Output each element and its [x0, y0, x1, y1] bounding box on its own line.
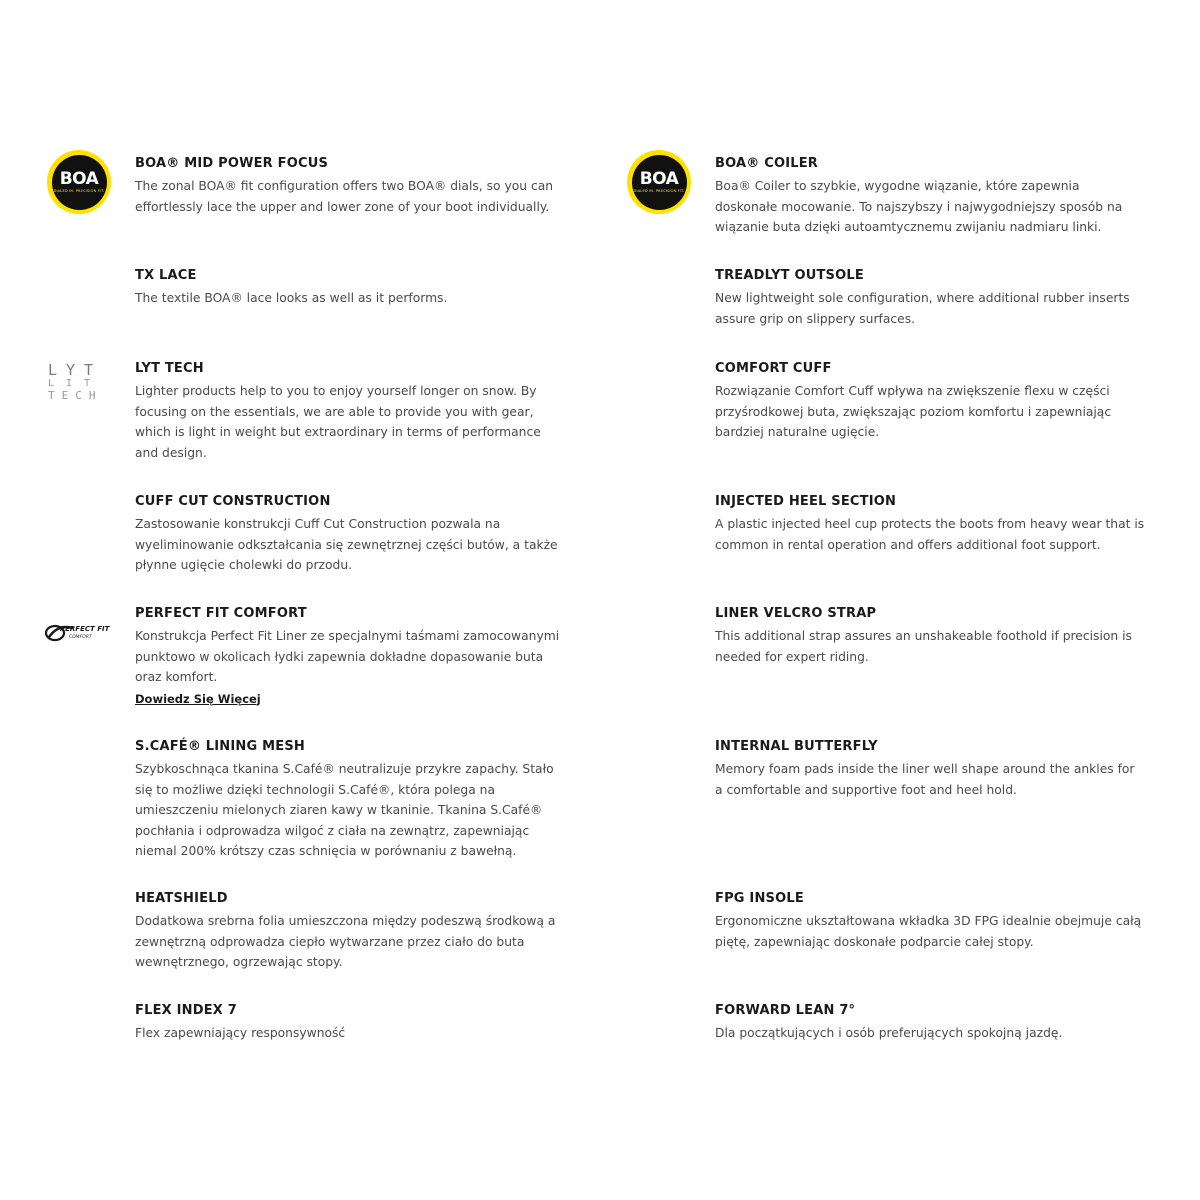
feature-description: Memory foam pads inside the liner well shape around the ankles for a comfortable and supportive foot and heel hold. — [715, 762, 1135, 797]
feature-title: LINER VELCRO STRAP — [715, 606, 877, 621]
feature-treadlyt-outsole — [715, 267, 1145, 329]
feature-title: COMFORT CUFF — [715, 361, 832, 376]
feature-forward-lean — [715, 1002, 1145, 1044]
feature-description: The zonal BOA® fit configuration offers two BOA® dials, so you can effortlessly lace the upper and lower zone of your boot individually. — [135, 179, 554, 214]
lyt-logo-line3: TECH — [48, 389, 103, 402]
feature-title: FORWARD LEAN 7° — [715, 1003, 856, 1018]
feature-flex-index — [135, 1002, 565, 1044]
feature-cuff-cut-construction — [135, 493, 565, 576]
feature-title: FPG INSOLE — [715, 891, 804, 906]
feature-title: PERFECT FIT COMFORT — [135, 606, 307, 621]
boa-logo-tagline: DIALED IN. PRECISION FIT. — [633, 189, 685, 194]
feature-title: CUFF CUT CONSTRUCTION — [135, 494, 331, 509]
feature-description: Rozwiązanie Comfort Cuff wpływa na zwiększenie flexu w części przyśrodkowej buta, zwiększając poziom komfortu i zapewniając bardziej naturalne ugięcie. — [715, 384, 1112, 439]
feature-title: INJECTED HEEL SECTION — [715, 494, 897, 509]
feature-title: HEATSHIELD — [135, 891, 228, 906]
feature-tx-lace — [135, 267, 565, 309]
perfect-fit-logo — [45, 622, 115, 648]
feature-title: S.CAFÉ® LINING MESH — [135, 739, 305, 754]
boa-logo-word: BOA — [639, 169, 679, 190]
feature-description: Konstrukcja Perfect Fit Liner ze specjalnymi taśmami zamocowanymi punktowo w okolicach łydki zapewnia dokładne dopasowanie buta oraz komfort. — [135, 629, 560, 684]
feature-perfect-fit-comfort — [135, 605, 565, 709]
feature-title: TX LACE — [135, 268, 197, 283]
feature-title: BOA® MID POWER FOCUS — [135, 156, 329, 171]
feature-description: Flex zapewniający responsywność — [135, 1026, 346, 1040]
feature-description: This additional strap assures an unshakeable foothold if precision is needed for expert riding. — [715, 629, 1132, 664]
boa-logo — [47, 150, 111, 214]
feature-description: New lightweight sole configuration, where additional rubber inserts assure grip on slippery surfaces. — [715, 291, 1130, 326]
feature-title: INTERNAL BUTTERFLY — [715, 739, 878, 754]
feature-lyt-tech — [135, 360, 565, 463]
boa-logo-word: BOA — [59, 169, 99, 190]
feature-comfort-cuff — [715, 360, 1145, 443]
feature-description: Ergonomiczne ukształtowana wkładka 3D FPG idealnie obejmuje całą piętę, zapewniając doskonałe podparcie całej stopy. — [715, 914, 1142, 949]
feature-heatshield — [135, 890, 565, 973]
feature-title: TREADLYT OUTSOLE — [715, 268, 864, 283]
feature-title: LYT TECH — [135, 361, 204, 376]
perfect-fit-logo-line2: COMFORT — [69, 635, 92, 640]
feature-description: Szybkoschnąca tkanina S.Café® neutralizuje przykre zapachy. Stało się to możliwe dzięki technologii S.Café®, która polega na umieszczeniu mielonych ziaren kawy w tkaninie. Tkanina S.Café® pochłania i odprowadza wilgoć z ciała na zewnątrz, zapewniając niemal 200% krótszy czas schnięcia w porównaniu z bawełną. — [135, 762, 554, 858]
boa-logo — [627, 150, 691, 214]
feature-description: A plastic injected heel cup protects the boots from heavy wear that is common in rental operation and offers additional foot support. — [715, 517, 1145, 552]
feature-liner-velcro-strap — [715, 605, 1145, 667]
feature-boa-coiler — [715, 155, 1145, 238]
feature-description: Boa® Coiler to szybkie, wygodne wiązanie, które zapewnia doskonałe mocowanie. To najszybszy i najwygodniejszy sposób na wiązanie buta dzięki autoamtycznemu zwijaniu nadmiaru linki. — [715, 179, 1123, 234]
feature-description: Dodatkowa srebrna folia umieszczona między podeszwą środkową a zewnętrzną odprowadza ciepło wytwarzane przez ciało do buta wewnętrznego, ogrzewając stopy. — [135, 914, 556, 969]
feature-title: FLEX INDEX 7 — [135, 1003, 237, 1018]
feature-internal-butterfly — [715, 738, 1145, 800]
feature-title: BOA® COILER — [715, 156, 819, 171]
feature-description: Lighter products help to you to enjoy yourself longer on snow. By focusing on the essentials, we are able to provide you with gear, which is light in weight but extraordinary in terms of performance and design. — [135, 384, 541, 460]
feature-description: Zastosowanie konstrukcji Cuff Cut Construction pozwala na wyeliminowanie odkształcania się zewnętrznej części butów, a także płynne ugięcie cholewki do przodu. — [135, 517, 558, 572]
feature-fpg-insole — [715, 890, 1145, 952]
perfect-fit-logo-line1: PERFECT FIT — [60, 625, 110, 633]
feature-scafe-lining-mesh — [135, 738, 565, 862]
learn-more-link[interactable]: Dowiedz Się Więcej — [135, 691, 261, 706]
lyt-logo-line1: LYT — [48, 361, 103, 379]
feature-description: Dla początkujących i osób preferujących spokojną jazdę. — [715, 1026, 1063, 1040]
boa-logo-tagline: DIALED IN. PRECISION FIT. — [53, 189, 105, 194]
feature-description: The textile BOA® lace looks as well as it performs. — [135, 291, 448, 305]
feature-boa-mid-power-focus — [135, 155, 565, 217]
lyt-tech-logo — [48, 363, 112, 402]
feature-injected-heel-section — [715, 493, 1145, 555]
lyt-logo-line2: LIT — [48, 378, 103, 389]
